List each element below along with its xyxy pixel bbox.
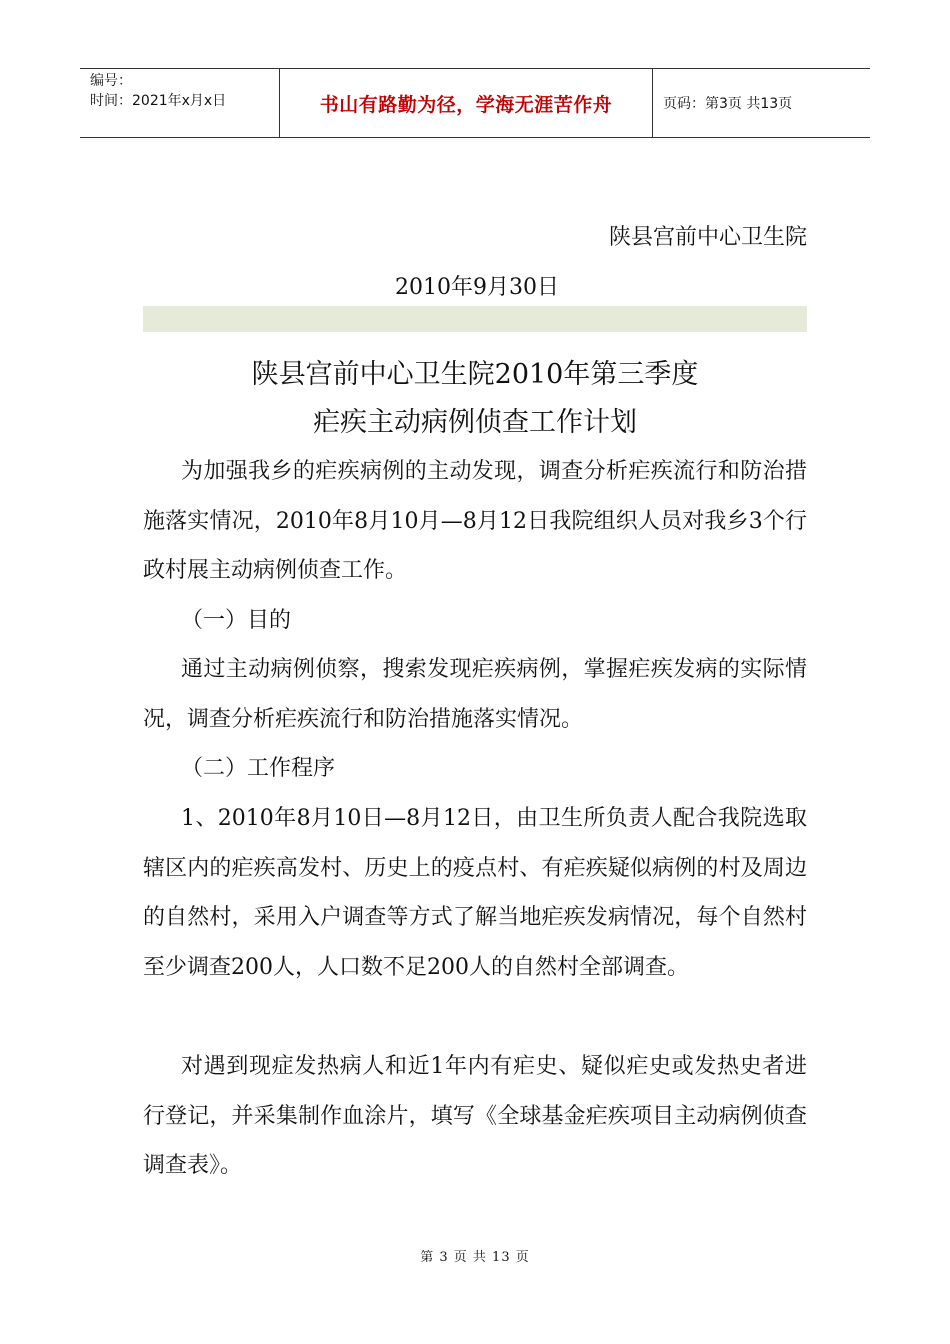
section1-body: 通过主动病例侦察，搜索发现疟疾病例，掌握疟疾发病的实际情况，调查分析疟疾流行和防治措施落实情况。 <box>143 657 807 732</box>
section2-item2: 对遇到现症发热病人和近1年内有疟史、疑似疟史或发热史者进行登记，并采集制作血涂片，填写《全球基金疟疾项目主动病例侦查调查表》。 <box>143 1054 807 1178</box>
intro-paragraph: 为加强我乡的疟疾病例的主动发现，调查分析疟疾流行和防治措施落实情况，2010年8月10月—8月12日我院组织人员对我乡3个行政村展主动病例侦查工作。 <box>143 459 807 583</box>
doc-title-line2: 疟疾主动病例侦查工作计划 <box>313 407 637 438</box>
signature-org: 陕县宫前中心卫生院 <box>608 225 807 250</box>
section2-item1: 1、2010年8月10日—8月12日，由卫生所负责人配合我院选取辖区内的疟疾高发村、历史上的疫点村、有疟疾疑似病例的村及周边的自然村，采用入户调查等方式了解当地疟疾发病情况，每个自然村至少调查200人，人口数不足200人的自然村全部调查。 <box>143 806 807 980</box>
number-label: 编号： <box>90 73 132 89</box>
signature-date: 2010年9月30日 <box>395 275 559 300</box>
page-footer: 第 3 页 共 13 页 <box>420 1250 530 1265</box>
highlight-band <box>143 306 807 332</box>
header-page-info: 页码：第3页 共13页 <box>663 96 793 112</box>
section2-heading: （二）工作程序 <box>181 756 336 781</box>
section1-heading: （一）目的 <box>181 608 292 633</box>
doc-title-line1: 陕县宫前中心卫生院2010年第三季度 <box>251 359 699 390</box>
page-header <box>80 68 870 138</box>
time-label: 时间：2021年x月x日 <box>90 93 227 109</box>
header-motto: 书山有路勤为径，学海无涯苦作舟 <box>280 69 653 137</box>
header-meta <box>80 69 280 137</box>
